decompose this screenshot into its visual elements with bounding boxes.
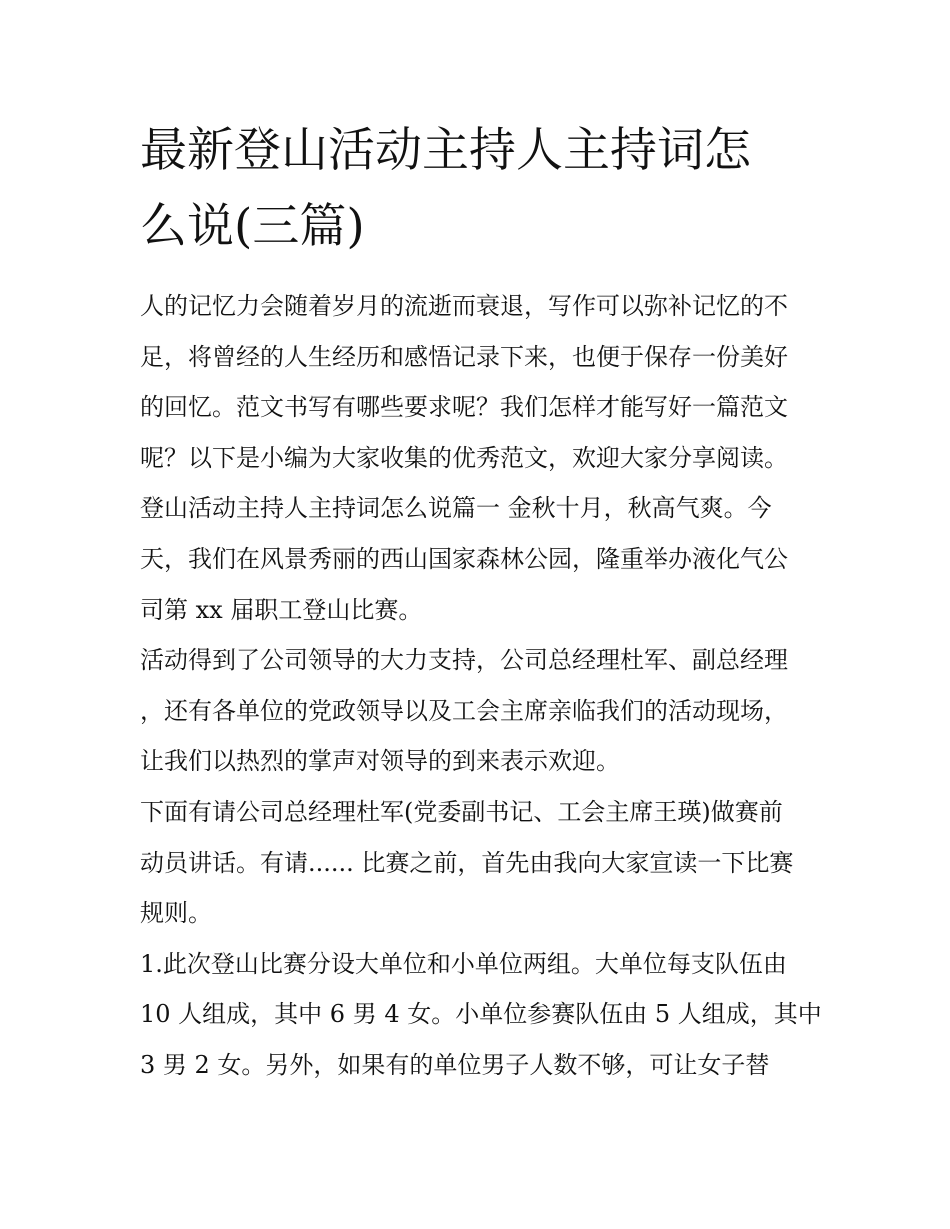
text-line: 1.此次登山比赛分设大单位和小单位两组。大单位每支队伍由 xyxy=(140,949,787,978)
text-line: 下面有请公司总经理杜军(党委副书记、工会主席王瑛)做赛前 xyxy=(140,797,783,826)
text-line: 天，我们在风景秀丽的西山国家森林公园，隆重举办液化气公 xyxy=(140,544,788,573)
text-line: 足，将曾经的人生经历和感悟记录下来，也便于保存一份美好 xyxy=(140,342,788,371)
text-line: 呢？以下是小编为大家收集的优秀范文，欢迎大家分享阅读。 xyxy=(140,443,788,472)
title-line: 最新登山活动主持人主持词怎 xyxy=(140,123,751,178)
text-line: 10 人组成，其中 6 男 4 女。小单位参赛队伍由 5 人组成，其中 xyxy=(140,1000,822,1029)
title-line: 么说(三篇) xyxy=(140,199,365,254)
text-line: 活动得到了公司领导的大力支持，公司总经理杜军、副总经理 xyxy=(140,646,788,675)
text-line: 让我们以热烈的掌声对领导的到来表示欢迎。 xyxy=(140,747,620,776)
document-body xyxy=(140,281,820,1091)
document-title xyxy=(140,113,820,265)
text-line: 3 男 2 女。另外，如果有的单位男子人数不够，可让女子替 xyxy=(140,1050,770,1079)
text-line: 人的记忆力会随着岁月的流逝而衰退，写作可以弥补记忆的不 xyxy=(140,292,788,320)
text-line: 动员讲话。有请...... 比赛之前，首先由我向大家宣读一下比赛 xyxy=(140,848,794,877)
text-line: 登山活动主持人主持词怎么说篇一 金秋十月，秋高气爽。今 xyxy=(140,494,772,523)
text-line: ，还有各单位的党政领导以及工会主席亲临我们的活动现场， xyxy=(140,696,788,725)
text-line: 规则。 xyxy=(140,899,212,928)
text-line: 司第 xx 届职工登山比赛。 xyxy=(140,595,423,624)
text-line: 的回忆。范文书写有哪些要求呢？我们怎样才能写好一篇范文 xyxy=(140,393,788,422)
